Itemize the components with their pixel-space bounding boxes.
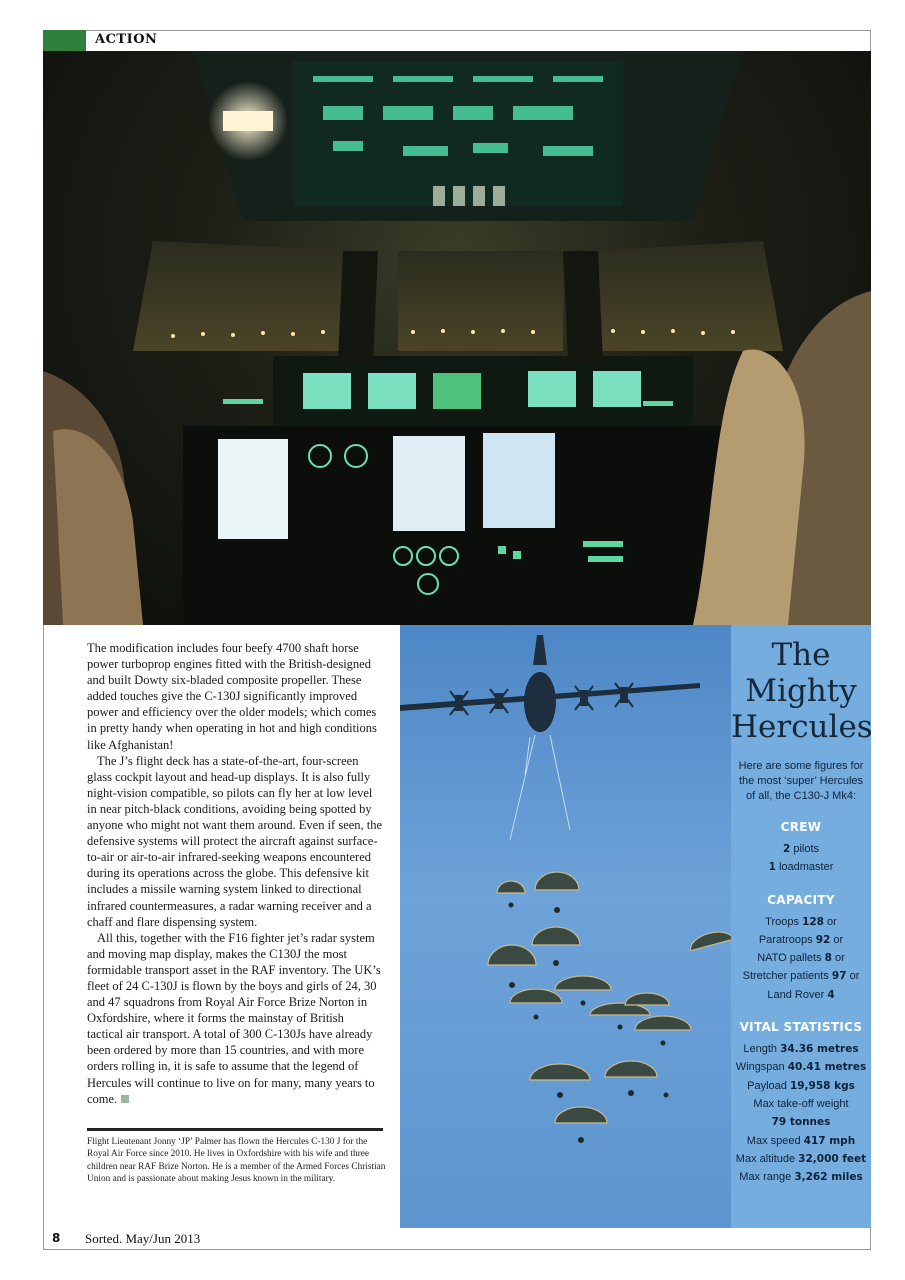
article-paragraph: The J’s flight deck has a state-of-the-art, four-screen glass cockpit layout and head-up displays. It is also fully night-vision compatible, so pilots can fly her at low level in near pitch-black conditions, avoiding being spotted by anyone who might not want them around. Even if seen, the defensive systems will protect the aircraft against surface-to-air or air-to-air infrared-seeking weapons encountered during its operations across the globe. This defensive kit includes a missile warning system linked to directional infrared countermeasures, a radar warning receiver and a chaff and flare dispensing system. [87,753,383,929]
stretcher-value: 97 [831,970,847,983]
altitude-value: 32,000 feet [798,1152,867,1165]
capacity-paratroops [731,931,871,949]
capacity-pallets [731,949,871,967]
sidebar-intro: Here are some figures for the most ‘super’ Hercules of all, the C130-J Mk4: [738,760,864,802]
speed-label: Max speed [746,1134,801,1147]
loadmaster-label: loadmaster [778,861,834,874]
section-color-tab [43,30,86,51]
crew-pilots [731,840,871,858]
length-label: Length [743,1043,778,1056]
speed-value: 417 mph [803,1134,856,1147]
or-text: or [835,952,845,965]
or-text: or [833,933,844,946]
pilots-value: 2 [782,843,791,855]
article-paragraph: The modification includes four beefy 4700 shaft horse power turboprop engines fitted with the British-designed and built Dowty six-bladed composite propeller. These added touches give the C-130J significantly improved power and efficiency over the older models; which comes in pretty handy when operating in hot and high conditions like Afghanistan! [87,641,377,752]
capacity-list [731,913,871,1004]
page-number: 8 [52,1231,61,1245]
stat-speed [731,1132,871,1150]
crew-list [731,840,871,877]
article-paragraph-text: All this, together with the F16 fighter jet’s radar system and moving map display, makes the C130J the most formidable transport asset in the RAF inventory. The UK’s fleet of 24 C-130J is flown by the boys and girls of 24, 30 and 47 squadrons from Royal Air Force Brize Norton in Oxfordshire, where it forms the mainstay of British tactical air transport. A total of 300 C-130Js have already been ordered by more than 15 countries, and with more orders rolling in, it is safe to assume that the legend of Hercules will continue to live on for many, many years to come. [87,930,381,1106]
magazine-issue: Sorted. May/Jun 2013 [85,1231,201,1246]
end-of-article-mark [121,1095,129,1103]
section-label: ACTION [95,32,158,47]
stats-sidebar [731,625,871,1228]
loadmaster-value: 1 [768,861,776,874]
wingspan-value: 40.41 metres [787,1061,867,1074]
parachute-drop-photo [400,625,731,1228]
or-text: or [827,915,837,928]
stat-range [731,1168,871,1186]
section-header [43,30,871,51]
cockpit-photo [43,51,871,625]
length-value: 34.36 metres [780,1043,859,1056]
capacity-stretcher [731,967,871,985]
bio-divider [87,1128,383,1131]
author-bio: Flight Lieutenant Jonny ‘JP’ Palmer has flown the Hercules C-130 J for the Royal Air Force since 2010. He lives in Oxfordshire with his wife and three children near RAF Brize Norton. He is a member of the Armed Forces Christian Union and is passionate about making Jesus known in the military. [87,1137,386,1185]
stat-takeoff-label: Max take-off weight [753,1097,849,1110]
stat-payload [731,1077,871,1095]
sidebar-title-line: The [771,637,831,673]
crew-loadmaster [731,858,871,876]
parachute-illustration [400,625,731,1228]
sidebar-title [731,637,871,745]
article-body [87,640,383,1107]
sidebar-title-line: Mighty [745,673,857,709]
capacity-landrover [731,986,871,1004]
range-value: 3,262 miles [794,1171,863,1184]
cockpit-illustration [43,51,871,625]
pilots-label: pilots [793,843,820,855]
pallets-value: 8 [824,952,832,965]
pallets-label: NATO pallets [757,952,822,965]
landrover-value: 4 [827,988,835,1001]
page-footer [43,1228,871,1250]
stretcher-label: Stretcher patients [742,970,829,983]
vital-statistics-list [731,1040,871,1186]
payload-label: Payload [747,1079,787,1092]
or-text: or [849,970,860,983]
takeoff-value: 79 tonnes [771,1116,831,1129]
paratroops-value: 92 [815,933,831,946]
article-paragraph-last [87,930,383,1107]
crew-heading: CREW [780,820,822,834]
troops-value: 128 [802,915,824,928]
stat-altitude [731,1150,871,1168]
wingspan-label: Wingspan [735,1061,785,1074]
altitude-label: Max altitude [735,1152,796,1165]
vital-statistics-heading: VITAL STATISTICS [739,1020,863,1035]
sidebar-title-line: Hercules [731,709,873,745]
capacity-troops [731,913,871,931]
paratroops-label: Paratroops [758,933,813,946]
stat-takeoff-value [731,1113,871,1131]
capacity-heading: CAPACITY [767,892,835,907]
troops-label: Troops [765,915,799,928]
stat-length [731,1040,871,1058]
payload-value: 19,958 kgs [789,1079,855,1092]
landrover-label: Land Rover [767,988,825,1001]
range-label: Max range [739,1171,792,1184]
stat-wingspan [731,1058,871,1076]
